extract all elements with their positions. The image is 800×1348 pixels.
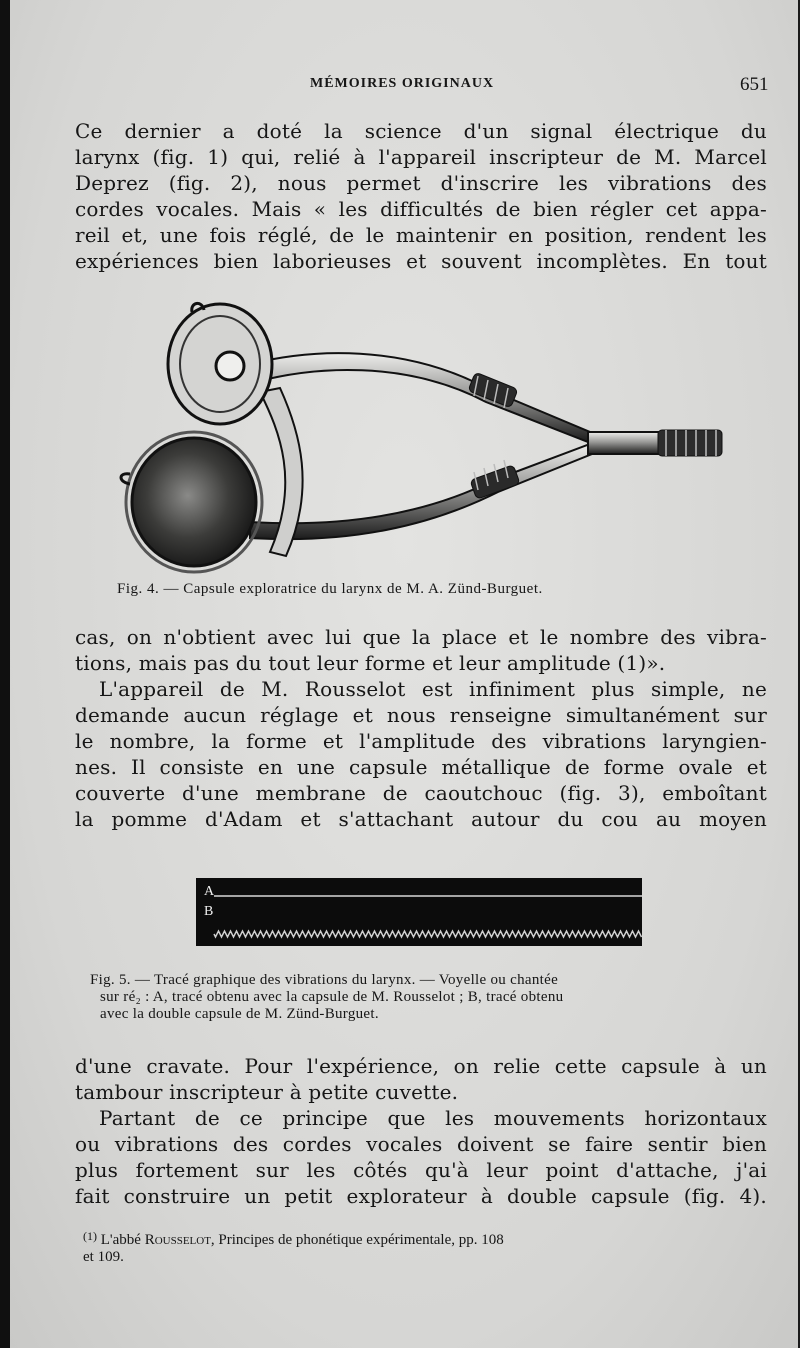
figure-4-caption [117,581,543,598]
text-line: reil et, une fois réglé, de le maintenir en position, rendent les [75,223,767,247]
paragraph-double-capsule [75,1105,767,1209]
paragraph-continuation [75,624,767,676]
text-line: nes. Il consiste en une capsule métallique de forme ovale et [75,755,767,779]
figure-5-caption [90,972,563,1023]
trace-label-b: B [204,904,214,919]
paragraph-cravate [75,1053,767,1105]
text-line: Deprez (fig. 2), nous permet d'inscrire les vibrations des [75,171,767,195]
footnote-marker: (1) [83,1229,97,1243]
trace-strip [196,874,644,950]
footnote-author: Rousselot [144,1232,211,1248]
footnote-text: L'abbé [97,1232,145,1248]
text-line: L'appareil de M. Rousselot est infiniment plus simple, ne [99,677,767,701]
footnote-line [83,1228,773,1249]
paragraph-signal-electrique [75,118,767,274]
text-line: fait construire un petit explorateur à double capsule (fig. 4). [75,1184,767,1208]
text-line: tambour inscripteur à petite cuvette. [75,1080,459,1104]
text-line: couverte d'une membrane de caoutchouc (fig. 3), emboîtant [75,781,767,805]
text-line: la pomme d'Adam et s'attachant autour du cou au moyen [75,807,767,831]
page-number: 651 [740,74,769,95]
text-line: cas, on n'obtient avec lui que la place et le nombre des vibra- [75,625,767,649]
paragraph-appareil-rousselot [75,676,767,832]
caption-line: Fig. 4. — Capsule exploratrice du larynx de M. A. Zünd-Burguet. [117,581,543,597]
figure-4-capsule-illustration [110,292,730,574]
footnote [83,1228,773,1266]
running-head: MÉMOIRES ORIGINAUX [310,76,495,91]
figure-5-trace [196,874,644,950]
text-line: plus fortement sur les côtés qu'à leur point d'attache, j'ai [75,1158,767,1182]
page-spine-shadow [0,0,10,1348]
text-line: expériences bien laborieuses et souvent incomplètes. En tout [75,249,767,273]
caption-line: Fig. 5. — Tracé graphique des vibrations du larynx. — Voyelle ou chantée [90,972,559,988]
text-line: cordes vocales. Mais « les difficultés de bien régler cet appa- [75,197,767,221]
caption-line: avec la double capsule de M. Zünd-Burguet. [100,1006,379,1022]
book-page [10,0,798,1348]
text-line: Ce dernier a doté la science d'un signal électrique du [75,119,767,143]
trace-label-a: A [204,884,215,899]
footnote-line: et 109. [83,1249,124,1265]
text-line: larynx (fig. 1) qui, relié à l'appareil inscripteur de M. Marcel [75,145,767,169]
text-line: le nombre, la forme et l'amplitude des vibrations laryngien- [75,729,767,753]
text-line: d'une cravate. Pour l'expérience, on relie cette capsule à un [75,1054,767,1078]
caption-line: sur ré₂ : A, tracé obtenu avec la capsule de M. Rousselot ; B, tracé obtenu [100,989,564,1005]
footnote-text: , Principes de phonétique expérimentale, pp. 108 [210,1232,504,1248]
page-header [10,74,798,98]
text-line: tions, mais pas du tout leur forme et leur amplitude (1)». [75,651,666,675]
text-line: demande aucun réglage et nous renseigne simultanément sur [75,703,767,727]
text-line: ou vibrations des cordes vocales doivent se faire sentir bien [75,1132,767,1156]
text-line: Partant de ce principe que les mouvements horizontaux [99,1106,767,1130]
